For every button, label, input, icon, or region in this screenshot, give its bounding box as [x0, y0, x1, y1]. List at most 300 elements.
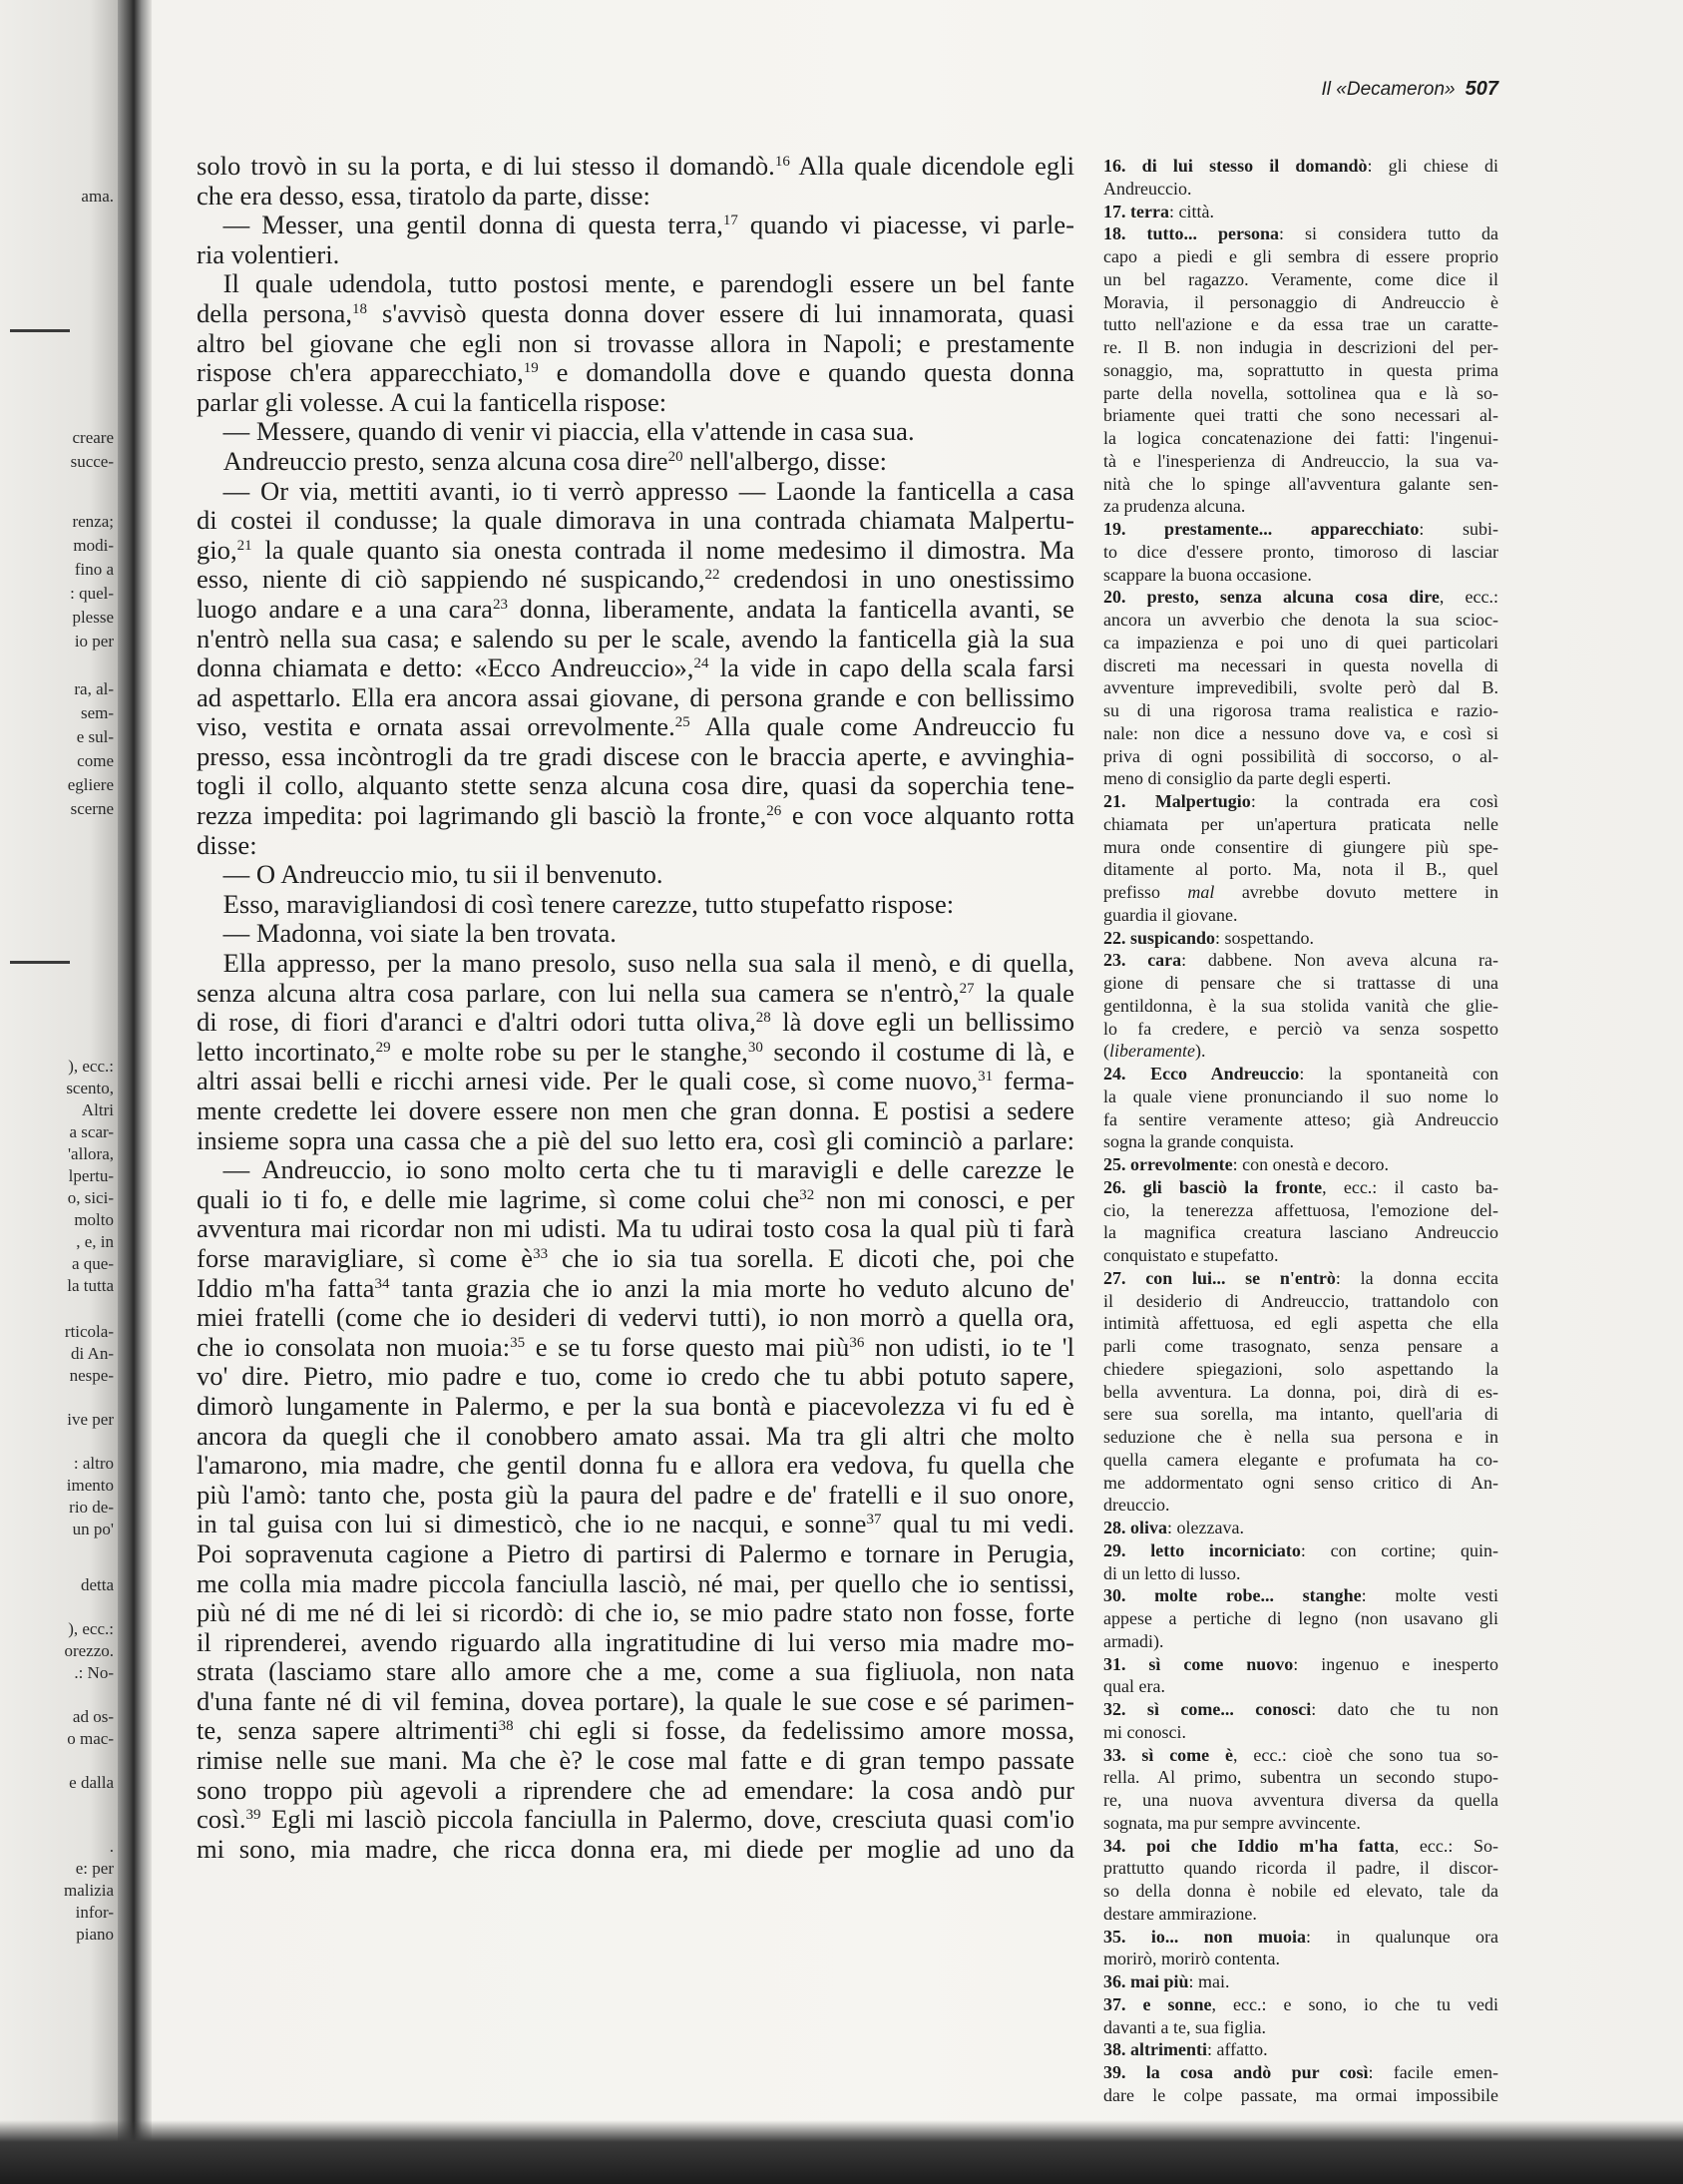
- note-line: [1103, 178, 1498, 201]
- note-text: nità che lo spinge all'avventura galante sen-: [1103, 473, 1498, 494]
- footnote-ref: 25: [674, 714, 690, 731]
- footnote-ref: 20: [667, 448, 683, 465]
- note-text: discreti ma necessari in questa novella di: [1103, 655, 1498, 675]
- note-line: [1103, 1607, 1498, 1630]
- text-run: Andreuccio presto, senza alcuna cosa dire: [197, 445, 668, 476]
- note-line: [1103, 1312, 1498, 1335]
- note-text: scappare la buona occasione.: [1103, 564, 1312, 585]
- previous-page-fragment: succe-: [70, 452, 114, 471]
- footnote-ref: 32: [799, 1186, 815, 1203]
- note-line: [1103, 2061, 1498, 2084]
- text-line: [197, 1244, 1074, 1274]
- footnote-ref: 29: [375, 1039, 391, 1056]
- text-run: secondo il costume di là, e: [762, 1036, 1074, 1067]
- note-line: [1103, 586, 1498, 609]
- previous-page-fragment: 'allora,: [67, 1144, 114, 1163]
- text-run: Poi sopravenuta cagione a Pietro di partirsi di Palermo e tornare in Perugia,: [197, 1537, 1074, 1568]
- note-text: prattutto quando ricorda il padre, il discor-: [1103, 1858, 1498, 1879]
- previous-page-fragment: plesse: [72, 608, 114, 627]
- text-line: [197, 299, 1074, 329]
- note-text: Moravia, il personaggio di Andreuccio è: [1103, 291, 1498, 312]
- note-line: [1103, 564, 1498, 587]
- previous-page-fragment: , e, in: [76, 1232, 114, 1251]
- note-italic: mal: [1187, 882, 1215, 902]
- note-text: sere sua sorella, ma intanto, quell'aria di: [1103, 1404, 1498, 1425]
- previous-page-fragment: modi-: [73, 536, 114, 555]
- note-text: : dato che tu non: [1311, 1699, 1498, 1719]
- note-line: [1103, 995, 1498, 1018]
- text-run: avventura mai ricordar non mi udisti. Ma tu udirai tosto cosa la qual più ti farà: [197, 1213, 1074, 1244]
- note-line: [1103, 1698, 1498, 1721]
- note-line: [1103, 222, 1498, 245]
- note-line: [1103, 676, 1498, 699]
- note-lemma: 31. sì come nuovo: [1103, 1653, 1294, 1674]
- text-line: [197, 152, 1074, 182]
- note-lemma: 23. cara: [1103, 950, 1182, 971]
- note-text: il desiderio di Andreuccio, trattandolo con: [1103, 1290, 1498, 1311]
- note-line: [1103, 745, 1498, 768]
- note-line: [1103, 1086, 1498, 1108]
- note-line: [1103, 1244, 1498, 1267]
- text-line: [197, 1392, 1074, 1422]
- previous-page-fragment: rio de-: [69, 1498, 114, 1517]
- footnote-ref: 33: [533, 1245, 549, 1262]
- footnote-ref: 18: [352, 300, 368, 317]
- note-line: [1103, 1153, 1498, 1176]
- text-run: — Or via, mettiti avanti, io ti verrò appresso — Laonde la fanticella a casa: [197, 475, 1074, 506]
- note-text: parte della novella, sottolinea qua e là so-: [1103, 382, 1498, 403]
- text-run: togli il collo, alquanto stette senza alcuna cosa dire, quasi da soperchia tene-: [197, 770, 1074, 801]
- note-line: [1103, 1630, 1498, 1653]
- text-run: viso, vestita e ornata assai orrevolmente.: [197, 711, 675, 742]
- text-line: [197, 1451, 1074, 1481]
- note-lemma: 34. poi che Iddio m'ha fatta: [1103, 1835, 1395, 1856]
- text-run: Alla quale dicendole egli: [789, 151, 1074, 181]
- text-run: forse maravigliare, sì come è: [197, 1242, 534, 1273]
- text-run: dimorò lungamente in Palermo, e per la sua bontà e piacevolezza vi fu ed è: [197, 1390, 1074, 1421]
- text-run: — Andreuccio, io sono molto certa che tu ti maravigli e delle carezze le: [197, 1154, 1074, 1185]
- note-text: sogna la grande conquista.: [1103, 1131, 1294, 1152]
- note-line: [1103, 722, 1498, 745]
- note-lemma: 18. tutto... persona: [1103, 223, 1280, 244]
- note-text: to dice d'essere pronto, timoroso di lasciar: [1103, 541, 1498, 562]
- note-line: [1103, 1018, 1498, 1041]
- note-line: [1103, 1653, 1498, 1676]
- note-line: [1103, 541, 1498, 564]
- note-text: nale: non dice a nessuno dove va, e così si: [1103, 722, 1498, 743]
- note-text: rella. Al primo, subentra un secondo stupo-: [1103, 1767, 1498, 1788]
- note-line: [1103, 1766, 1498, 1789]
- text-run: me colla mia madre piccola fanciulla lasciò, né mai, per quello che io sentissi,: [197, 1567, 1074, 1598]
- previous-page-fragment: ive per: [67, 1410, 114, 1429]
- note-line: [1103, 609, 1498, 632]
- note-text: , ecc.: e sono, io che tu vedi: [1211, 1993, 1498, 2014]
- scan-shadow: [0, 2120, 1683, 2184]
- previous-page-fragment: scerne: [70, 799, 114, 818]
- note-text: : in qualunque ora: [1306, 1926, 1498, 1947]
- note-line: [1103, 1903, 1498, 1926]
- text-run: ferma-: [993, 1066, 1074, 1096]
- note-line: [1103, 1880, 1498, 1903]
- previous-page-fragment: creare: [72, 428, 114, 447]
- note-text: , ecc.: cioè che sono tua so-: [1233, 1744, 1499, 1765]
- text-run: rezza impedita: poi lagrimando gli basciò la fronte,: [197, 800, 767, 831]
- text-run: e domandolla dove e quando questa donna: [538, 357, 1074, 388]
- note-line: [1103, 1381, 1498, 1404]
- text-line: [197, 1746, 1074, 1776]
- text-run: senza alcuna altra cosa parlare, con lui nella sua camera se n'entrò,: [197, 977, 960, 1008]
- note-text: : mai.: [1188, 1971, 1230, 1991]
- text-line: [197, 1598, 1074, 1628]
- note-line: [1103, 1040, 1498, 1063]
- previous-page-fragment: e: per: [75, 1859, 114, 1878]
- text-run: solo trovò in su la porta, e di lui stesso il domandò.: [197, 151, 775, 181]
- previous-page-fragment: di An-: [71, 1344, 114, 1363]
- previous-page-fragment: la tutta: [67, 1276, 114, 1295]
- previous-page-fragment: e dalla: [69, 1773, 114, 1792]
- note-line: [1103, 473, 1498, 496]
- note-text: qual era.: [1103, 1676, 1165, 1697]
- text-line: [197, 1126, 1074, 1156]
- previous-page-fragment: o, sici-: [67, 1188, 114, 1207]
- note-line: [1103, 1970, 1498, 1993]
- note-text: : con cortine; quin-: [1300, 1539, 1498, 1560]
- note-line: [1103, 2016, 1498, 2039]
- note-text: mi conosci.: [1103, 1721, 1186, 1742]
- text-run: Il quale udendola, tutto postosi mente, e parendogli essere un bel fante: [197, 268, 1074, 299]
- text-run: di costei il condusse; la quale dimorava in una contrada chiamata Malpertu-: [197, 505, 1074, 536]
- note-line: [1103, 1517, 1498, 1539]
- text-line: [197, 625, 1074, 655]
- text-run: e molte robe su per le stanghe,: [390, 1036, 748, 1067]
- text-run: che io sia tua sorella. E dicoti che, poi che: [548, 1242, 1074, 1273]
- note-text: tutto nell'azione e da essa trae un caratte-: [1103, 314, 1498, 335]
- text-run: qual tu mi vedi.: [881, 1509, 1075, 1539]
- previous-page-fragment: come: [77, 751, 114, 770]
- text-run: mente credette lei dovere essere non men che gran donna. E postisi a sedere: [197, 1095, 1074, 1125]
- footnote-ref: 22: [704, 567, 720, 584]
- note-text: mura onde consentire di giungere più spe-: [1103, 836, 1498, 857]
- footnote-ref: 23: [492, 596, 508, 613]
- previous-page-fragment: nespe-: [69, 1366, 114, 1385]
- text-run: — O Andreuccio mio, tu sii il benvenuto.: [197, 859, 663, 890]
- note-text: : la contrada era così: [1250, 791, 1498, 811]
- note-line: [1103, 1358, 1498, 1381]
- previous-page-fragment: io per: [74, 632, 114, 651]
- note-line: [1103, 767, 1498, 790]
- text-run: — Messer, una gentil donna di questa terra,: [197, 210, 723, 240]
- note-text: intimità affettuosa, ed egli aspetta che ella: [1103, 1313, 1498, 1334]
- text-line: [197, 536, 1074, 566]
- text-run: disse:: [197, 829, 257, 860]
- text-run: letto incortinato,: [197, 1036, 376, 1067]
- note-text: re. Il B. non indugia in descrizioni del per-: [1103, 337, 1498, 357]
- text-run: non udisti, io te 'l: [864, 1331, 1074, 1362]
- text-run: più l'amò: tanto che, posta giù la paura del padre e de' fratelli e il suo onore,: [197, 1479, 1074, 1510]
- footnote-ref: 30: [747, 1039, 763, 1056]
- text-run: credendosi in uno onestissimo: [719, 564, 1074, 595]
- previous-page-fragment: o mac-: [67, 1729, 114, 1748]
- footnote-ref: 19: [523, 360, 539, 377]
- note-lemma: 25. orrevolmente: [1103, 1154, 1233, 1174]
- previous-page-fragment: ), ecc.:: [68, 1619, 114, 1638]
- note-lemma: 26. gli basciò la fronte: [1103, 1176, 1323, 1197]
- note-line: [1103, 359, 1498, 382]
- note-line: [1103, 427, 1498, 450]
- text-run: gio,: [197, 534, 237, 565]
- note-text: , ecc.: So-: [1394, 1835, 1498, 1856]
- note-line: [1103, 1176, 1498, 1199]
- text-line: [197, 240, 1074, 270]
- text-run: Ella appresso, per la mano presolo, suso nella sua sala il menò, e di quella,: [197, 948, 1074, 979]
- note-lemma: 38. altrimenti: [1103, 2039, 1207, 2060]
- previous-page-fragment: : altro: [73, 1454, 114, 1473]
- text-line: [197, 1569, 1074, 1599]
- note-line: [1103, 382, 1498, 405]
- note-text: : gli chiese di: [1367, 156, 1498, 176]
- text-line: [197, 831, 1074, 861]
- running-head: [1187, 78, 1498, 101]
- text-run: non mi conosci, e per: [814, 1183, 1074, 1214]
- previous-page-fragment: malizia: [63, 1881, 114, 1900]
- text-run: mi sono, mia madre, che ricca donna era, mi diede per moglie ad uno da: [197, 1833, 1074, 1864]
- text-line: [197, 712, 1074, 742]
- note-lemma: 33. sì come è: [1103, 1744, 1234, 1765]
- note-lemma: 19. prestamente... apparecchiato: [1103, 519, 1420, 539]
- text-line: [197, 801, 1074, 831]
- text-run: quali io ti fo, e delle mie lagrime, sì come colui che: [197, 1183, 800, 1214]
- note-line: [1103, 1426, 1498, 1449]
- text-line: [197, 1214, 1074, 1244]
- divider: [10, 329, 70, 332]
- note-text: , ecc.:: [1439, 587, 1499, 608]
- note-line: [1103, 1926, 1498, 1949]
- text-line: [197, 860, 1074, 890]
- note-text: avrebbe dovuto mettere in: [1214, 882, 1498, 902]
- text-line: [197, 1716, 1074, 1746]
- text-run: strata (lasciamo stare allo amore che a me, come a sua figliuola, non nata: [197, 1656, 1074, 1687]
- note-text: appese a pertiche di legno (non usavano gli: [1103, 1608, 1498, 1628]
- note-line: [1103, 1267, 1498, 1290]
- text-run: Esso, maravigliandosi di così tenere carezze, tutto stupefatto rispose:: [197, 888, 955, 919]
- note-text: seduzione che è nella sua persona e in: [1103, 1427, 1498, 1447]
- note-text: meno di consiglio da parte degli esperti.: [1103, 768, 1392, 789]
- note-line: [1103, 1494, 1498, 1517]
- text-run: che io consolata non muoia:: [197, 1331, 511, 1362]
- note-lemma: 16. di lui stesso il domandò: [1103, 156, 1368, 176]
- note-text: : città.: [1168, 201, 1214, 221]
- previous-page-fragment: ama.: [81, 187, 114, 206]
- note-line: [1103, 1290, 1498, 1313]
- text-run: vo' dire. Pietro, mio padre e tuo, come io credo che tu abbi potuto sapere,: [197, 1361, 1074, 1392]
- text-line: [197, 447, 1074, 477]
- note-line: [1103, 699, 1498, 722]
- note-italic: liberamente: [1109, 1041, 1195, 1062]
- text-run: donna, liberamente, andata la fanticella avanti, se: [507, 593, 1074, 624]
- note-text: za prudenza alcuna.: [1103, 496, 1246, 517]
- note-text: : la spontaneità con: [1299, 1064, 1498, 1084]
- note-line: [1103, 1721, 1498, 1744]
- main-text-column: [197, 152, 1074, 1864]
- text-line: [197, 890, 1074, 920]
- note-text: guardia il giovane.: [1103, 904, 1238, 925]
- note-lemma: 22. suspicando: [1103, 927, 1216, 948]
- text-run: ria volentieri.: [197, 238, 340, 269]
- footnote-ref: 38: [498, 1718, 514, 1735]
- note-text: cio, la tenerezza affettuosa, l'emozione del-: [1103, 1199, 1498, 1220]
- note-line: [1103, 1335, 1498, 1358]
- note-line: [1103, 904, 1498, 927]
- note-text: dare le colpe passate, ma ormai impossibile: [1103, 2084, 1498, 2105]
- note-text: : sospettando.: [1215, 927, 1315, 948]
- note-text: me addormentato ogni senso critico di An-: [1103, 1472, 1498, 1493]
- previous-page-fragment: e sul-: [76, 727, 114, 746]
- note-text: parli come trasognato, senza pensare a: [1103, 1336, 1498, 1356]
- text-run: ancora da quegli che il conobbero amato assai. Ma tra gli altri che molto: [197, 1420, 1074, 1451]
- note-text: ditamente al porto. Ma, nota il B., quel: [1103, 859, 1498, 880]
- text-run: presso, essa incòntrogli da tre gradi discese con le braccia aperte, e avvinghia-: [197, 740, 1074, 771]
- previous-page-fragment: un po': [72, 1520, 114, 1538]
- note-lemma: 21. Malpertugio: [1103, 791, 1251, 811]
- note-text: su di una rigorosa trama realistica e razio-: [1103, 700, 1498, 720]
- note-lemma: 24. Ecco Andreuccio: [1103, 1064, 1300, 1084]
- text-run: che era desso, essa, tiratolo da parte, disse:: [197, 180, 650, 211]
- note-line: [1103, 836, 1498, 859]
- note-text: quella camera elegante e profumata ha co-: [1103, 1449, 1498, 1470]
- note-text: chiamata per un'apertura praticata nelle: [1103, 813, 1498, 834]
- note-lemma: 39. la cosa andò pur così: [1103, 2062, 1369, 2082]
- note-text: (: [1103, 1041, 1109, 1062]
- note-lemma: 17. terra: [1103, 201, 1169, 221]
- note-text: , ecc.: il casto ba-: [1322, 1176, 1498, 1197]
- footnote-ref: 39: [245, 1807, 261, 1824]
- note-line: [1103, 313, 1498, 336]
- text-line: [197, 1657, 1074, 1687]
- note-line: [1103, 1812, 1498, 1835]
- note-text: tà e l'inesperienza di Andreuccio, la sua va-: [1103, 450, 1498, 471]
- note-text: fa sentire veramente atteso; già Andreuccio: [1103, 1108, 1498, 1129]
- note-line: [1103, 450, 1498, 473]
- footnote-ref: 37: [866, 1512, 882, 1529]
- divider: [10, 961, 70, 964]
- note-line: [1103, 1584, 1498, 1607]
- previous-page-fragment: fino a: [74, 560, 114, 579]
- note-line: [1103, 291, 1498, 314]
- footnote-ref: 31: [978, 1069, 994, 1086]
- previous-page-fragment: ), ecc.:: [68, 1057, 114, 1076]
- note-lemma: 37. e sonne: [1103, 1993, 1212, 2014]
- footnote-ref: 16: [774, 154, 790, 170]
- note-line: [1103, 1948, 1498, 1970]
- note-line: [1103, 949, 1498, 972]
- note-line: [1103, 1472, 1498, 1495]
- previous-page-edge: [0, 0, 118, 2184]
- note-line: [1103, 790, 1498, 813]
- previous-page-fragment: scento,: [66, 1079, 114, 1097]
- note-text: briamente quei tratti che sono necessari al-: [1103, 405, 1498, 426]
- note-text: ).: [1194, 1041, 1206, 1062]
- note-text: : olezzava.: [1167, 1518, 1244, 1537]
- note-text: la magnifica creatura lasciano Andreuccio: [1103, 1222, 1498, 1243]
- text-run: miei fratelli (come che io desideri di vedervi tutti), io non morrò a quella ora,: [197, 1302, 1074, 1333]
- running-head-title: Il «Decameron»: [1321, 79, 1456, 100]
- note-line: [1103, 495, 1498, 518]
- note-text: : ingenuo e inesperto: [1293, 1653, 1498, 1674]
- text-line: [197, 1185, 1074, 1215]
- note-line: [1103, 518, 1498, 541]
- note-text: morirò, morirò contenta.: [1103, 1949, 1280, 1969]
- note-text: : molte vesti: [1361, 1585, 1498, 1606]
- note-text: : si considera tutto da: [1279, 223, 1499, 244]
- note-line: [1103, 858, 1498, 881]
- previous-page-fragment: sem-: [80, 703, 114, 722]
- text-run: ad aspettarlo. Ella era ancora assai giovane, di persona grande e con bellissimo: [197, 681, 1074, 712]
- text-run: e con voce alquanto rotta: [781, 800, 1074, 831]
- note-text: un bel ragazzo. Veramente, come dice il: [1103, 268, 1498, 289]
- text-run: chi egli si fosse, da fedelissimo amore mossa,: [513, 1715, 1074, 1746]
- text-line: [197, 1008, 1074, 1038]
- text-line: [197, 388, 1074, 418]
- text-line: [197, 1510, 1074, 1539]
- text-run: il riprenderei, avendo riguardo alla ingratitudine di lui verso mia madre mo-: [197, 1626, 1074, 1657]
- note-text: capo a piedi e gli sembra di essere proprio: [1103, 246, 1498, 266]
- note-line: [1103, 1108, 1498, 1131]
- previous-page-fragment: detta: [80, 1575, 114, 1594]
- note-line: [1103, 1449, 1498, 1472]
- note-line: [1103, 2038, 1498, 2061]
- book-gutter: [118, 0, 152, 2184]
- previous-page-fragment: renza;: [72, 512, 114, 531]
- text-run: la vide in capo della scala farsi: [708, 653, 1074, 683]
- text-run: quando vi piacesse, vi parle-: [737, 210, 1074, 240]
- note-text: : dabbene. Non aveva alcuna ra-: [1181, 950, 1498, 971]
- footnote-ref: 34: [374, 1275, 390, 1292]
- text-run: di rose, di fiori d'aranci e d'altri odori tutta oliva,: [197, 1007, 756, 1038]
- note-text: ca impazienza e poi uno di quei particolari: [1103, 632, 1498, 653]
- text-run: — Madonna, voi siate la ben trovata.: [197, 918, 617, 949]
- note-line: [1103, 1539, 1498, 1562]
- note-text: : con onestà e decoro.: [1232, 1154, 1390, 1174]
- text-run: Iddio m'ha fatta: [197, 1272, 375, 1303]
- text-run: la quale quanto sia onesta contrada il nome medesimo il dimostra. Ma: [251, 534, 1074, 565]
- note-line: [1103, 1199, 1498, 1222]
- text-line: [197, 329, 1074, 359]
- note-lemma: 30. molte robe... stanghe: [1103, 1585, 1362, 1606]
- note-text: prefisso: [1103, 882, 1188, 902]
- note-text: destare ammirazione.: [1103, 1903, 1257, 1924]
- text-line: [197, 417, 1074, 447]
- text-run: esso, niente di ciò sappiendo né suspicando,: [197, 564, 705, 595]
- footnote-ref: 28: [755, 1010, 771, 1027]
- note-line: [1103, 813, 1498, 836]
- text-line: [197, 979, 1074, 1009]
- text-line: [197, 595, 1074, 625]
- note-line: [1103, 1835, 1498, 1858]
- text-run: sono troppo più agevoli a riprendere che ad emendare: la cosa andò pur: [197, 1774, 1074, 1805]
- note-line: [1103, 655, 1498, 677]
- text-line: [197, 742, 1074, 772]
- text-line: [197, 358, 1074, 388]
- text-run: là dove egli un bellissimo: [770, 1007, 1075, 1038]
- note-text: ancora un avverbio che denota la sua scioc-: [1103, 610, 1498, 630]
- text-run: così.: [197, 1804, 246, 1835]
- previous-page-fragment: lpertu-: [68, 1166, 114, 1185]
- text-run: in tal guisa con lui si dimesticò, che io ne nacqui, e sonne: [197, 1509, 867, 1539]
- text-line: [197, 211, 1074, 240]
- text-run: nell'albergo, disse:: [682, 445, 888, 476]
- footnote-ref: 27: [959, 980, 975, 997]
- note-line: [1103, 1789, 1498, 1812]
